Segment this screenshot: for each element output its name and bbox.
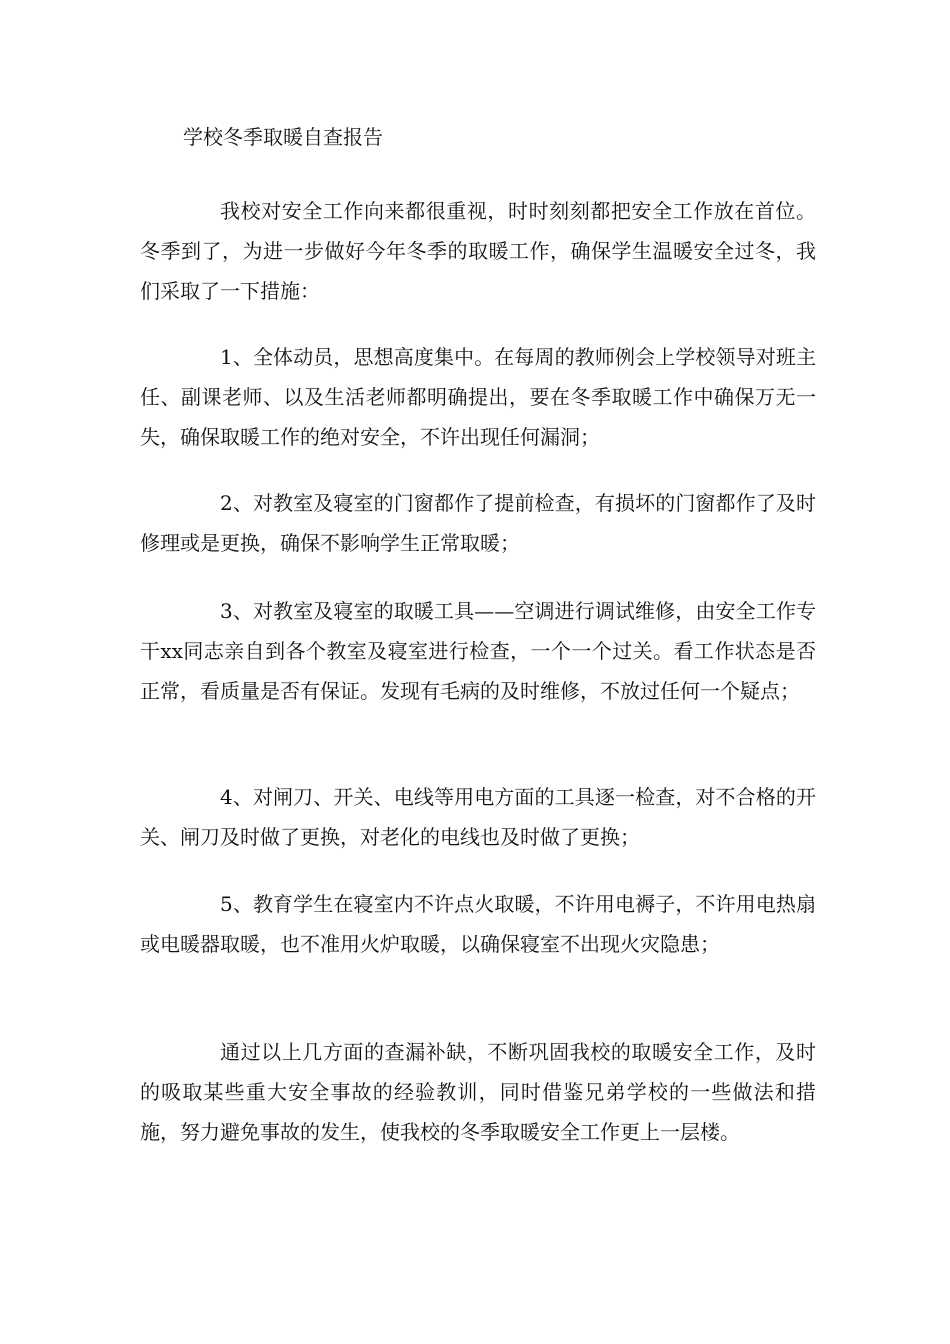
intro-paragraph: 我校对安全工作向来都很重视，时时刻刻都把安全工作放在首位。冬季到了，为进一步做好今年冬季的取暖工作，确保学生温暖安全过冬，我们采取了一下措施： [140, 199, 816, 303]
conclusion-paragraph: 通过以上几方面的查漏补缺，不断巩固我校的取暖安全工作，及时的吸取某些重大安全事故的经验教训，同时借鉴兄弟学校的一些做法和措施，努力避免事故的发生，使我校的冬季取暖安全工作更上一层楼。 [140, 1040, 816, 1144]
measure-paragraph-1: 1、全体动员，思想高度集中。在每周的教师例会上学校领导对班主任、副课老师、以及生活老师都明确提出，要在冬季取暖工作中确保万无一失，确保取暖工作的绝对安全，不许出现任何漏洞； [140, 345, 816, 449]
measure-paragraph-3: 3、对教室及寝室的取暖工具——空调进行调试维修，由安全工作专干xx同志亲自到各个教室及寝室进行检查，一个一个过关。看工作状态是否正常，看质量是否有保证。发现有毛病的及时维修，不放过任何一个疑点； [140, 599, 816, 703]
document-title: 学校冬季取暖自查报告 [183, 125, 383, 149]
measure-paragraph-5: 5、教育学生在寝室内不许点火取暖，不许用电褥子，不许用电热扇或电暖器取暖，也不准用火炉取暖，以确保寝室不出现火灾隐患； [140, 892, 816, 956]
measure-paragraph-2: 2、对教室及寝室的门窗都作了提前检查，有损坏的门窗都作了及时修理或是更换，确保不影响学生正常取暖； [140, 491, 816, 555]
measure-paragraph-4: 4、对闸刀、开关、电线等用电方面的工具逐一检查，对不合格的开关、闸刀及时做了更换，对老化的电线也及时做了更换； [140, 785, 816, 849]
